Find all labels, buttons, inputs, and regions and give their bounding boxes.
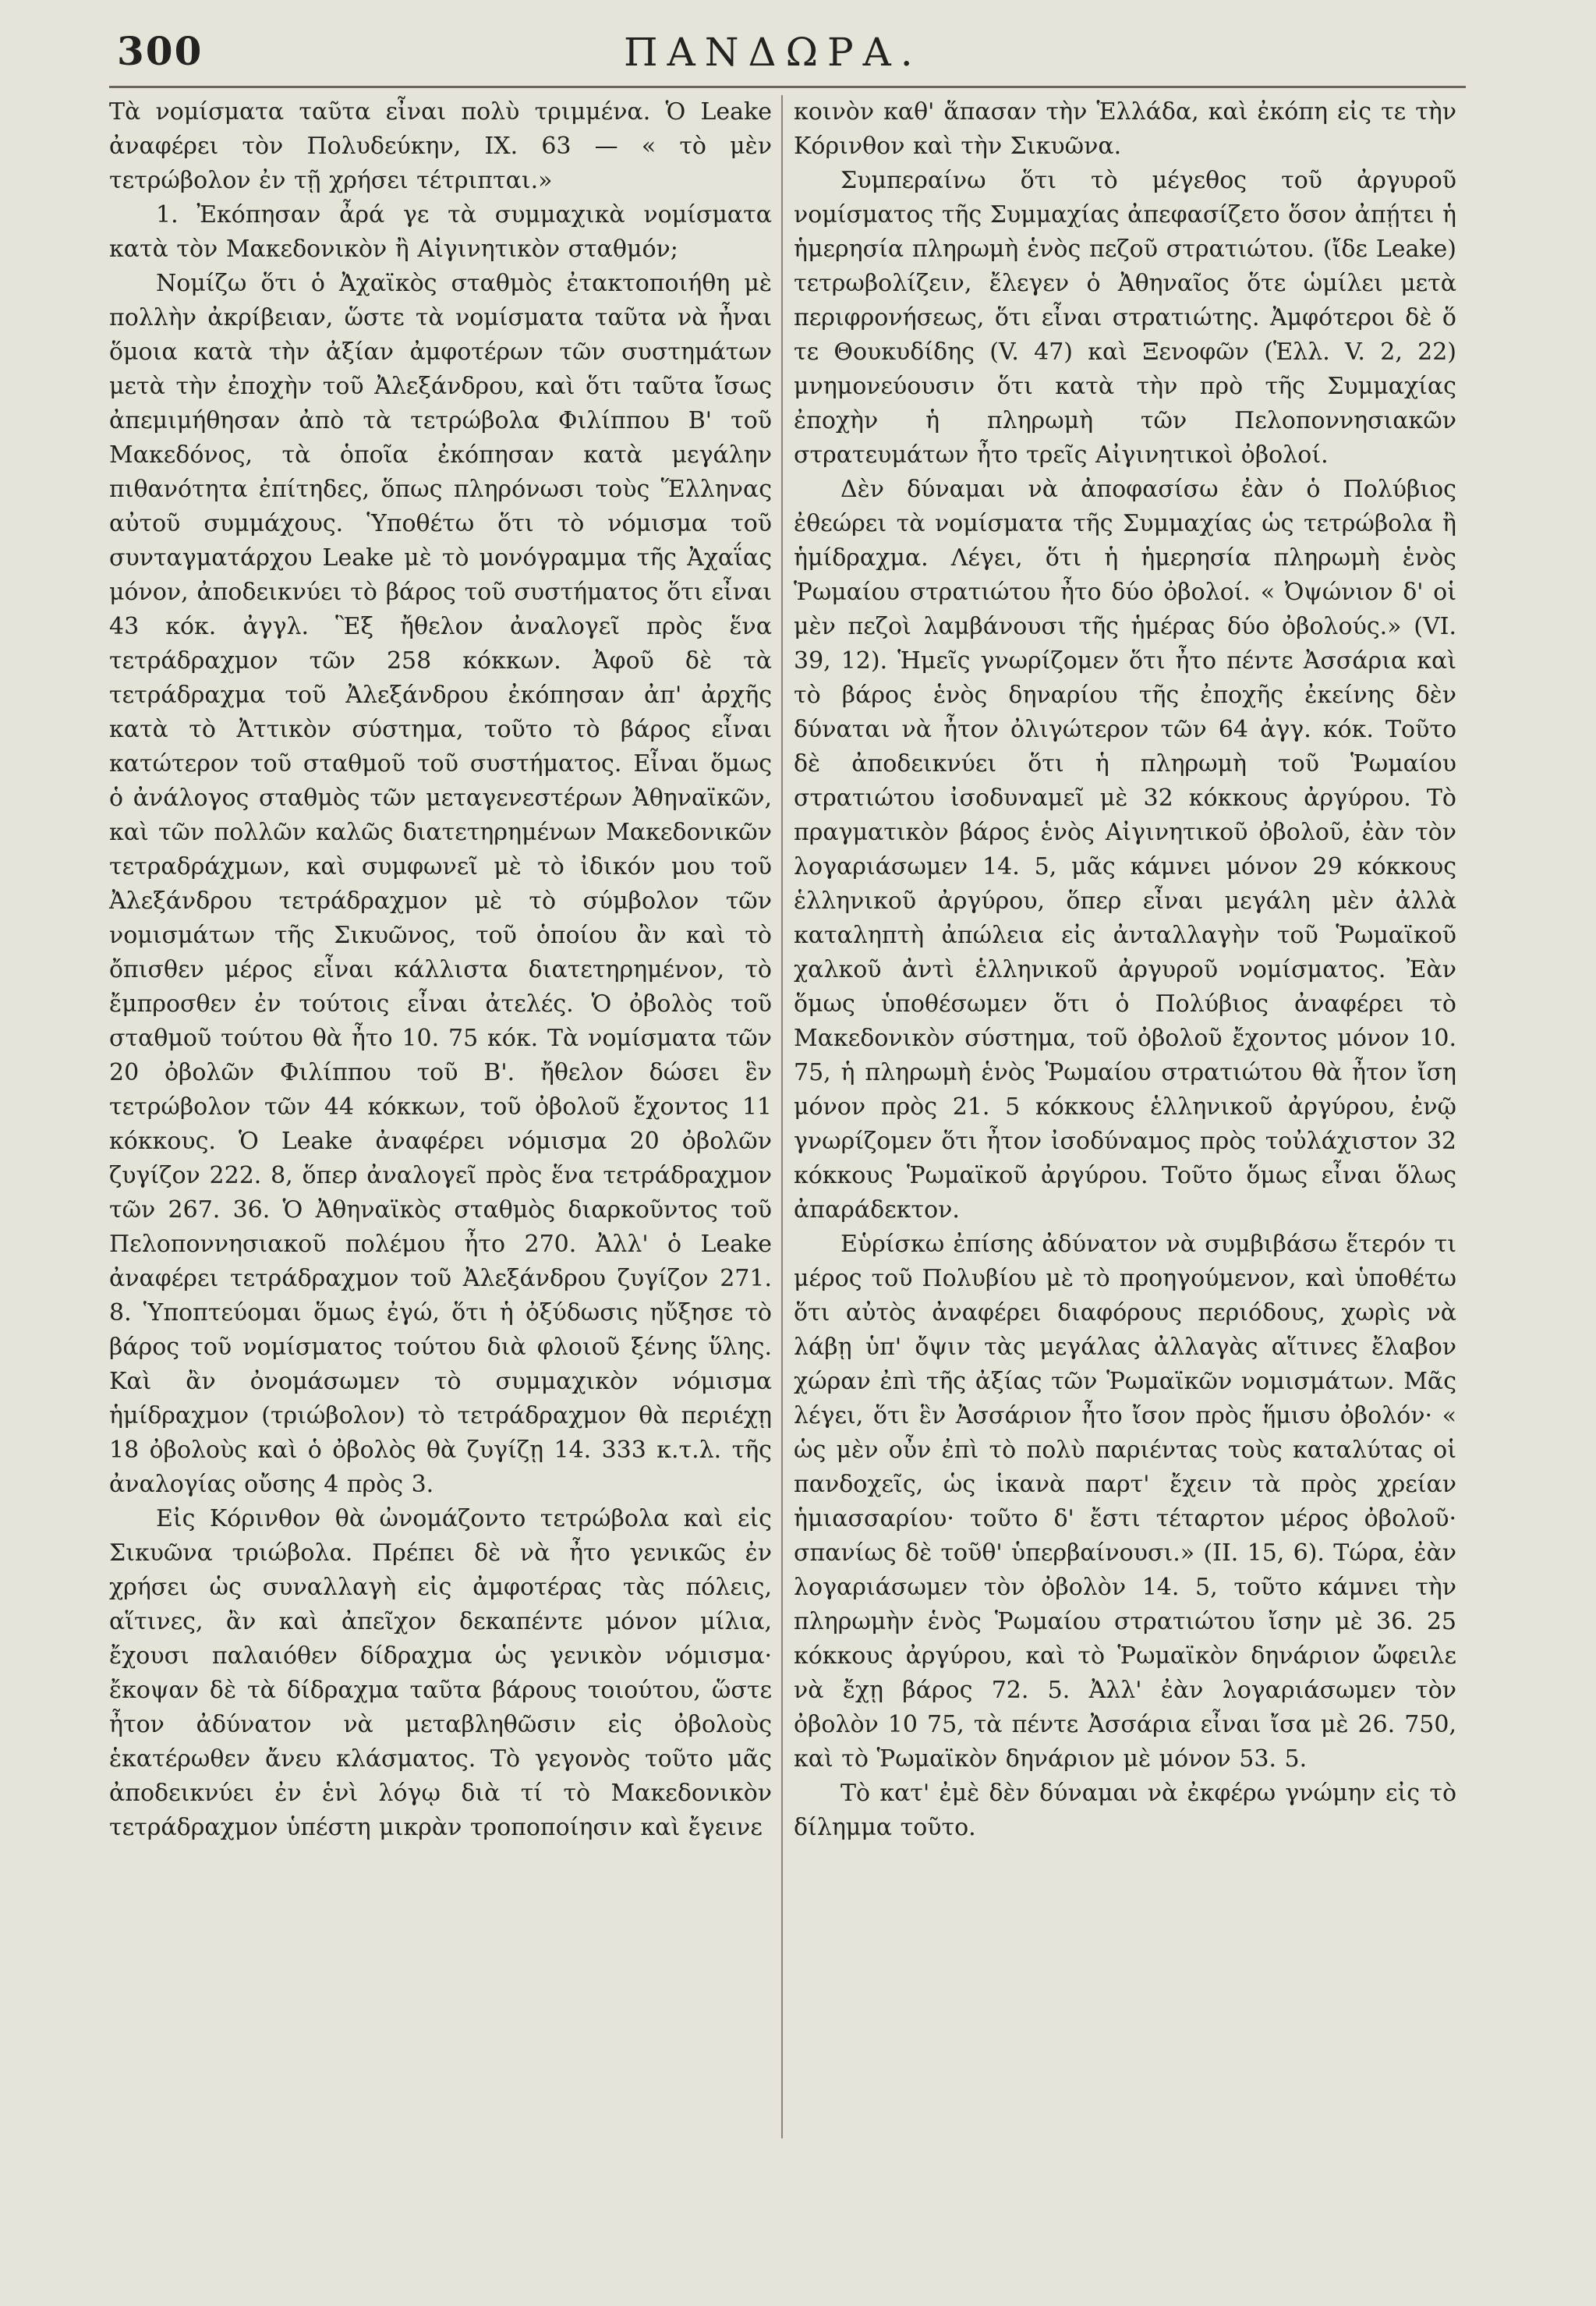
- running-title: ΠΑΝΔΩΡΑ.: [624, 30, 922, 75]
- right-column: [794, 95, 1456, 1845]
- paragraph: Εὑρίσκω ἐπίσης ἀδύνατον νὰ συμβιβάσω ἕτερόν τι μέρος τοῦ Πολυβίου μὲ τὸ προηγούμενον, καὶ ὑποθέτω ὅτι αὐτὸς ἀναφέρει διαφόρους περιόδους, χωρὶς νὰ λάβῃ ὑπ' ὄψιν τὰς μεγάλας ἀλλαγὰς αἵτινες ἔλαβον χώραν ἐπὶ τῆς ἀξίας τῶν Ῥωμαϊκῶν νομισμάτων. Μᾶς λέγει, ὅτι ἓν Ἀσσάριον ἦτο ἴσον πρὸς ἥμισυ ὀβολόν· « ὡς μὲν οὖν ἐπὶ τὸ πολὺ παριέντας τοὺς καταλύτας οἱ πανδοχεῖς, ὡς ἱκανὰ παρτ' ἔχειν τὰ πρὸς χρείαν ἡμιασσαρίου· τοῦτο δ' ἔστι τέταρτον μέρος ὀβολοῦ· σπανίως δὲ τοῦθ' ὑπερβαίνουσι.» (ΙΙ. 15, 6). Τώρα, ἐὰν λογαριάσωμεν τὸν ὀβολὸν 14. 5, τοῦτο κάμνει τὴν πληρωμὴν ἑνὸς Ῥωμαίου στρατιώτου ἴσην μὲ 36. 25 κόκκους ἀργύρου, καὶ τὸ Ῥωμαϊκὸν δηνάριον ὤφειλε νὰ ἔχῃ βάρος 72. 5. Ἀλλ' ἐὰν λογαριάσωμεν τὸν ὀβολὸν 10 75, τὰ πέντε Ἀσσάρια εἶναι ἴσα μὲ 26. 750, καὶ τὸ Ῥωμαϊκὸν δηνάριον μὲ μόνον 53. 5.: [794, 1231, 1456, 1773]
- paragraph: Νομίζω ὅτι ὁ Ἀχαϊκὸς σταθμὸς ἐτακτοποιήθη μὲ πολλὴν ἀκρίβειαν, ὥστε τὰ νομίσματα ταῦτα νὰ ἦναι ὅμοια κατὰ τὴν ἀξίαν ἀμφοτέρων τῶν συστημάτων μετὰ τὴν ἐποχὴν τοῦ Ἀλεξάνδρου, καὶ ὅτι ταῦτα ἴσως ἀπεμιμήθησαν ἀπὸ τὰ τετρώβολα Φιλίππου Β' τοῦ Μακεδόνος, τὰ ὁποῖα ἐκόπησαν κατὰ μεγάλην πιθανότητα ἐπίτηδες, ὅπως πληρόνωσι τοὺς Ἕλληνας αὐτοῦ συμμάχους. Ὑποθέτω ὅτι τὸ νόμισμα τοῦ συνταγματάρχου Leake μὲ τὸ μονόγραμμα τῆς Ἀχαΐας μόνον, ἀποδεικνύει τὸ βάρος τοῦ συστήματος ὅτι εἶναι 43 κόκ. ἀγγλ. Ἓξ ἤθελον ἀναλογεῖ πρὸς ἕνα τετράδραχμον τῶν 258 κόκκων. Ἀφοῦ δὲ τὰ τετράδραχμα τοῦ Ἀλεξάνδρου ἐκόπησαν ἀπ' ἀρχῆς κατὰ τὸ Ἀττικὸν σύστημα, τοῦτο τὸ βάρος εἶναι κατώτερον τοῦ σταθμοῦ τοῦ συστήματος. Εἶναι ὅμως ὁ ἀνάλογος σταθμὸς τῶν μεταγενεστέρων Ἀθηναϊκῶν, καὶ τῶν πολλῶν καλῶς διατετηρημένων Μακεδονικῶν τετραδράχμων, καὶ συμφωνεῖ μὲ τὸ ἰδικόν μου τοῦ Ἀλεξάνδρου τετράδραχμον μὲ τὸ σύμβολον τῶν νομισμάτων τῆς Σικυῶνος, τοῦ ὁποίου ἂν καὶ τὸ ὄπισθεν μέρος εἶναι κάλλιστα διατετηρημένον, τὸ ἔμπροσθεν ἐν τούτοις εἶναι ἀτελές. Ὁ ὀβολὸς τοῦ σταθμοῦ τούτου θὰ ἦτο 10. 75 κόκ. Τὰ νομίσματα τῶν 20 ὀβολῶν Φιλίππου τοῦ Β'. ἤθελον δώσει ἓν τετρώβολον τῶν 44 κόκκων, τοῦ ὀβολοῦ ἔχοντος 11 κόκκους. Ὁ Leake ἀναφέρει νόμισμα 20 ὀβολῶν ζυγίζον 222. 8, ὅπερ ἀναλογεῖ πρὸς ἕνα τετράδραχμον τῶν 267. 36. Ὁ Ἀθηναϊκὸς σταθμὸς διαρκοῦντος τοῦ Πελοποννησιακοῦ πολέμου ἦτο 270. Ἀλλ' ὁ Leake ἀναφέρει τετράδραχμον τοῦ Ἀλεξάνδρου ζυγίζον 271. 8. Ὑποπτεύομαι ὅμως ἐγώ, ὅτι ἡ ὀξύδωσις ηὔξησε τὸ βάρος τοῦ νομίσματος τούτου διὰ φλοιοῦ ξένης ὕλης. Καὶ ἂν ὀνομάσωμεν τὸ συμμαχικὸν νόμισμα ἡμίδραχμον (τριώβολον) τὸ τετράδραχμον θὰ περιέχῃ 18 ὀβολοὺς καὶ ὁ ὀβολὸς θὰ ζυγίζῃ 14. 333 κ.τ.λ. τῆς ἀναλογίας οὔσης 4 πρὸς 3.: [109, 270, 772, 1498]
- left-column: [109, 95, 772, 1845]
- paragraph: Συμπεραίνω ὅτι τὸ μέγεθος τοῦ ἀργυροῦ νομίσματος τῆς Συμμαχίας ἀπεφασίζετο ὅσον ἀπῄτει ἡ ἡμερησία πληρωμὴ ἑνὸς πεζοῦ στρατιώτου. (ἴδε Leake) τετρωβολίζειν, ἔλεγεν ὁ Ἀθηναῖος ὅτε ὡμίλει μετὰ περιφρονήσεως, ὅτι εἶναι στρατιώτης. Ἀμφότεροι δὲ ὅ τε Θουκυδίδης (V. 47) καὶ Ξενοφῶν (Ἑλλ. V. 2, 22) μνημονεύουσιν ὅτι κατὰ τὴν πρὸ τῆς Συμμαχίας ἐποχὴν ἡ πληρωμὴ τῶν Πελοποννησιακῶν στρατευμάτων ἦτο τρεῖς Αἰγινητικοὶ ὀβολοί.: [794, 167, 1456, 469]
- paragraph: κοινὸν καθ' ἅπασαν τὴν Ἑλλάδα, καὶ ἐκόπη εἰς τε τὴν Κόρινθον καὶ τὴν Σικυῶνα.: [794, 98, 1456, 160]
- paragraph: Εἰς Κόρινθον θὰ ὠνομάζοντο τετρώβολα καὶ εἰς Σικυῶνα τριώβολα. Πρέπει δὲ νὰ ἦτο γενικῶς ἐν χρήσει ὡς συναλλαγὴ εἰς ἀμφοτέρας τὰς πόλεις, αἵτινες, ἂν καὶ ἀπεῖχον δεκαπέντε μόνον μίλια, ἔχουσι παλαιόθεν δίδραχμα ὡς γενικὸν νόμισμα· ἔκοψαν δὲ τὰ δίδραχμα ταῦτα βάρους τοιούτου, ὥστε ἦτον ἀδύνατον νὰ μεταβληθῶσιν εἰς ὀβολοὺς ἑκατέρωθεν ἄνευ κλάσματος. Τὸ γεγονὸς τοῦτο μᾶς ἀποδεικνύει ἐν ἑνὶ λόγῳ διὰ τί τὸ Μακεδονικὸν τετράδραχμον ὑπέστη μικρὰν τροποποίησιν καὶ ἔγεινε: [109, 1505, 772, 1841]
- header-rule: [109, 86, 1466, 88]
- paragraph: Τὸ κατ' ἐμὲ δὲν δύναμαι νὰ ἐκφέρω γνώμην εἰς τὸ δίλημμα τοῦτο.: [794, 1780, 1456, 1841]
- paragraph: 1. Ἐκόπησαν ἆρά γε τὰ συμμαχικὰ νομίσματα κατὰ τὸν Μακεδονικὸν ἢ Αἰγινητικὸν σταθμόν;: [109, 201, 772, 263]
- paragraph: Τὰ νομίσματα ταῦτα εἶναι πολὺ τριμμένα. Ὁ Leake ἀναφέρει τὸν Πολυδεύκην, IX. 63 — « τὸ μὲν τετρώβολον ἐν τῇ χρήσει τέτριπται.»: [109, 98, 772, 194]
- column-divider: [781, 95, 783, 2138]
- page-number: 300: [117, 28, 203, 74]
- paragraph: Δὲν δύναμαι νὰ ἀποφασίσω ἐὰν ὁ Πολύβιος ἐθεώρει τὰ νομίσματα τῆς Συμμαχίας ὡς τετρώβολα ἢ ἡμίδραχμα. Λέγει, ὅτι ἡ ἡμερησία πληρωμὴ ἑνὸς Ῥωμαίου στρατιώτου ἦτο δύο ὀβολοί. « Ὀψώνιον δ' οἱ μὲν πεζοὶ λαμβάνουσι τῆς ἡμέρας δύο ὀβολούς.» (VI. 39, 12). Ἡμεῖς γνωρίζομεν ὅτι ἦτο πέντε Ἀσσάρια καὶ τὸ βάρος ἑνὸς δηναρίου τῆς ἐποχῆς ἐκείνης δὲν δύναται νὰ ἦτον ὀλιγώτερον τῶν 64 ἀγγ. κόκ. Τοῦτο δὲ ἀποδεικνύει ὅτι ἡ πληρωμὴ τοῦ Ῥωμαίου στρατιώτου ἰσοδυναμεῖ μὲ 32 κόκκους ἀργύρου. Τὸ πραγματικὸν βάρος ἑνὸς Αἰγινητικοῦ ὀβολοῦ, ἐὰν τὸν λογαριάσωμεν 14. 5, μᾶς κάμνει μόνον 29 κόκκους ἑλληνικοῦ ἀργύρου, ὅπερ εἶναι μεγάλη μὲν ἀλλὰ καταληπτὴ ἀπώλεια εἰς ἀνταλλαγὴν τοῦ Ῥωμαϊκοῦ χαλκοῦ ἀντὶ ἑλληνικοῦ ἀργυροῦ νομίσματος. Ἐὰν ὅμως ὑποθέσωμεν ὅτι ὁ Πολύβιος ἀναφέρει τὸ Μακεδονικὸν σύστημα, τοῦ ὀβολοῦ ἔχοντος μόνον 10. 75, ἡ πληρωμὴ ἑνὸς Ῥωμαίου στρατιώτου θὰ ἦτον ἴση μόνον πρὸς 21. 5 κόκκους ἑλληνικοῦ ἀργύρου, ἐνῷ γνωρίζομεν ὅτι ἦτον ἰσοδύναμος πρὸς τοὐλάχιστον 32 κόκκους Ῥωμαϊκοῦ ἀργύρου. Τοῦτο ὅμως εἶναι ὅλως ἀπαράδεκτον.: [794, 476, 1456, 1224]
